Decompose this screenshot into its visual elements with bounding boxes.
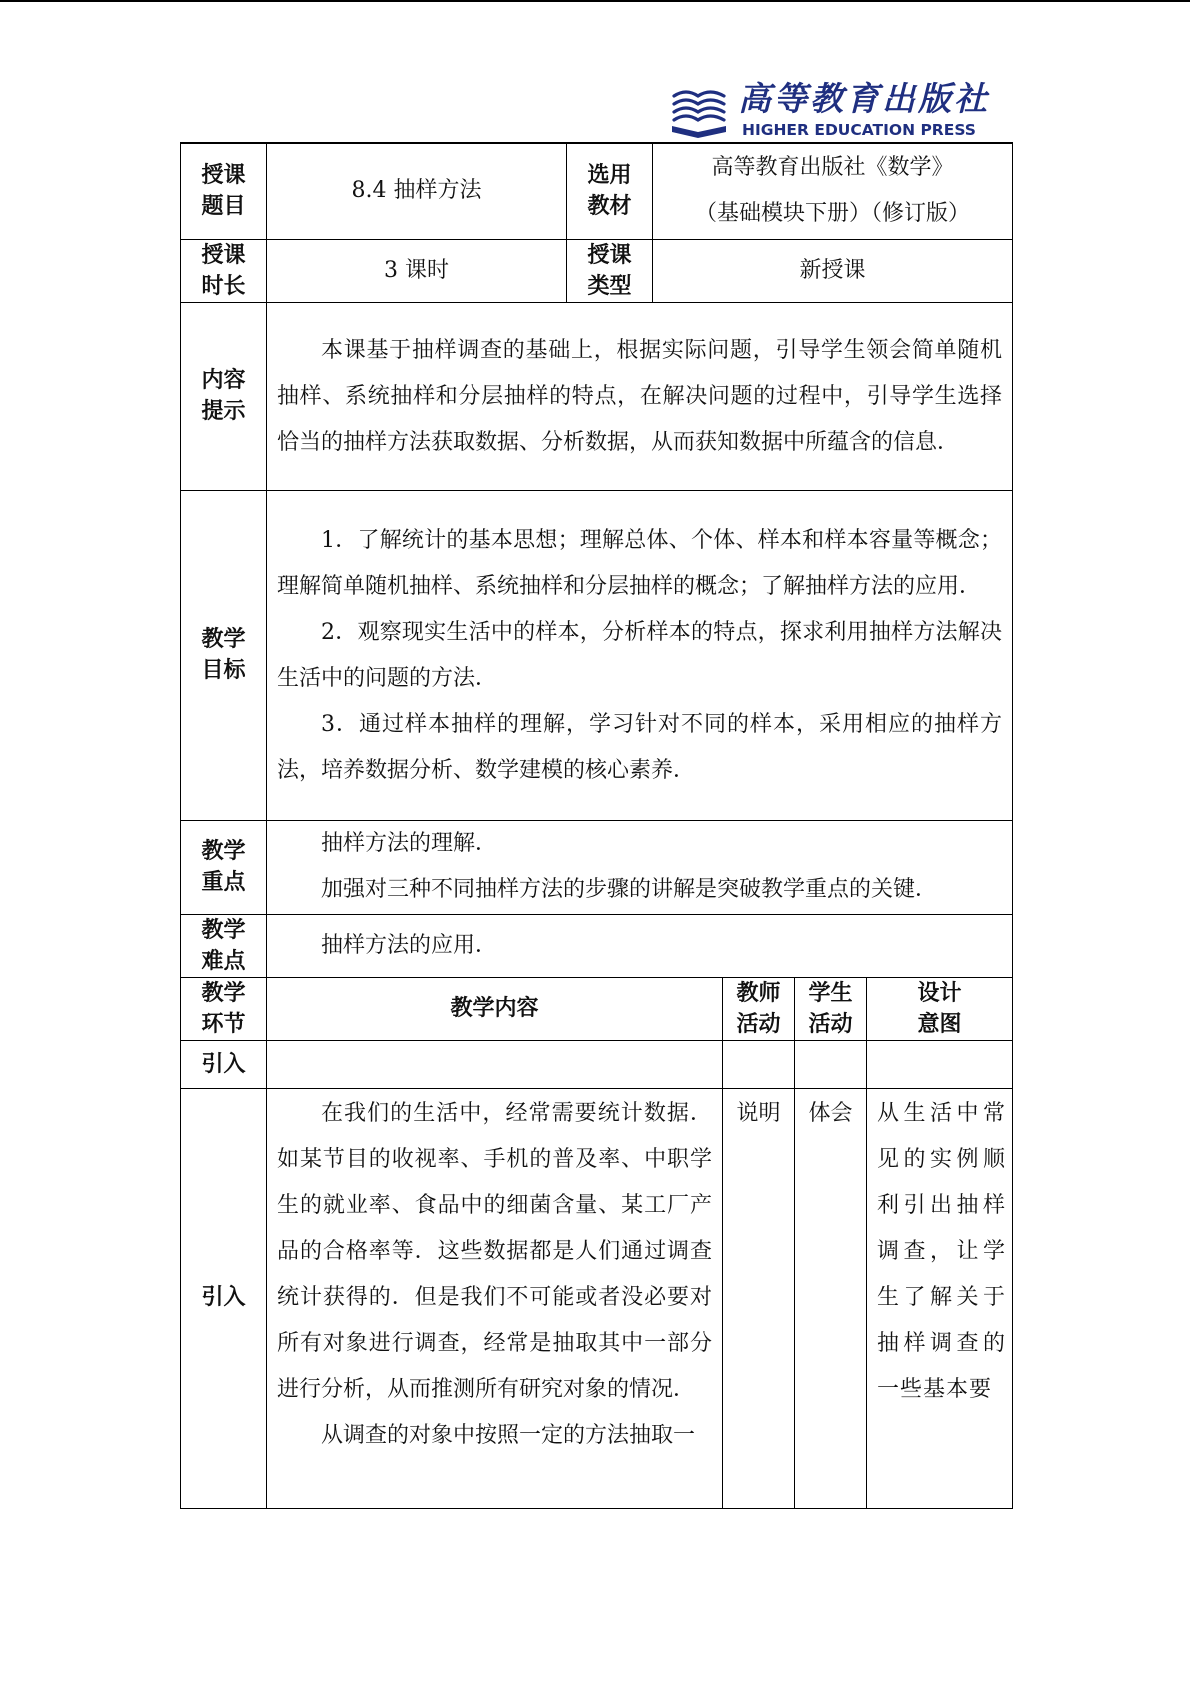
- section-title: 引入: [181, 1040, 267, 1088]
- intro-design-purpose: 从生活中常见的实例顺利引出抽样调查，让学生了解关于抽样调查的一些基本要: [867, 1088, 1013, 1508]
- textbook-line-1: 高等教育出版社《数学》: [711, 155, 954, 181]
- goals-content: [267, 490, 1013, 820]
- intro-student-activity: 体会: [795, 1088, 867, 1508]
- section-title-row: [181, 1040, 1013, 1088]
- topic-value: 8.4 抽样方法: [267, 143, 567, 239]
- summary-content: [267, 302, 1013, 490]
- duration-value: 3 课时: [267, 239, 567, 302]
- goal-item: 3．通过样本抽样的理解，学习针对不同的样本，采用相应的抽样方法，培养数据分析、数学建模的核心素养．: [277, 712, 1003, 783]
- summary-text: 本课基于抽样调查的基础上，根据实际问题，引导学生领会简单随机抽样、系统抽样和分层抽样的特点，在解决问题的过程中，引导学生选择恰当的抽样方法获取数据、分析数据，从而获知数据中所蕴含的信息．: [277, 338, 1003, 455]
- goal-item: 2．观察现实生活中的样本，分析样本的特点，探求利用抽样方法解决生活中的问题的方法．: [277, 620, 1003, 691]
- section-empty-student: [795, 1040, 867, 1088]
- key-points-content: [267, 820, 1013, 914]
- stage-header: 教学环节: [181, 977, 267, 1040]
- section-empty-purpose: [867, 1040, 1013, 1088]
- key-point-item: 加强对三种不同抽样方法的步骤的讲解是突破教学重点的关键．: [321, 877, 938, 902]
- publisher-logo: [668, 78, 1000, 142]
- section-empty-content: [267, 1040, 723, 1088]
- student-activity-header: 学生活动: [795, 977, 867, 1040]
- goal-item: 1．了解统计的基本思想；理解总体、个体、样本和样本容量等概念；理解简单随机抽样、系统抽样和分层抽样的概念；了解抽样方法的应用．: [277, 528, 1003, 599]
- intro-paragraph: 从调查的对象中按照一定的方法抽取一: [321, 1422, 696, 1448]
- duration-row: [181, 239, 1013, 302]
- lesson-plan-table: [180, 142, 1013, 1509]
- difficulty-row: [181, 914, 1013, 977]
- section-empty-teacher: [723, 1040, 795, 1088]
- key-points-label: 教学重点: [181, 820, 267, 914]
- page-top-rule: [0, 0, 1190, 2]
- intro-paragraph: 在我们的生活中，经常需要统计数据．如某节目的收视率、手机的普及率、中职学生的就业率、食品中的细菌含量、某工厂产品的合格率等．这些数据都是人们通过调查统计获得的．但是我们不可能或者没必要对所有对象进行调查，经常是抽取其中一部分进行分析，从而推测所有研究对象的情况．: [277, 1100, 712, 1402]
- type-value: 新授课: [653, 239, 1013, 302]
- textbook-label: 选用教材: [567, 143, 653, 239]
- publisher-name-cn: 高等教育出版社: [738, 79, 990, 118]
- content-header: 教学内容: [267, 977, 723, 1040]
- topic-row: [181, 143, 1013, 239]
- type-label: 授课类型: [567, 239, 653, 302]
- publisher-name-en: HIGHER EDUCATION PRESS: [742, 121, 976, 139]
- goals-row: [181, 490, 1013, 820]
- textbook-value: [653, 143, 1013, 239]
- summary-label: 内容提示: [181, 302, 267, 490]
- teacher-activity-header: 教师活动: [723, 977, 795, 1040]
- topic-label: 授课题目: [181, 143, 267, 239]
- design-purpose-header: 设计意图: [867, 977, 1013, 1040]
- difficulty-text: 抽样方法的应用．: [321, 932, 498, 958]
- key-point-item: 抽样方法的理解．: [321, 831, 498, 856]
- key-points-row: [181, 820, 1013, 914]
- process-header-row: [181, 977, 1013, 1040]
- intro-content: [267, 1088, 723, 1508]
- intro-stage: 引入: [181, 1088, 267, 1508]
- duration-label: 授课时长: [181, 239, 267, 302]
- book-emblem-icon: [668, 86, 730, 138]
- intro-teacher-activity: 说明: [723, 1088, 795, 1508]
- difficulty-label: 教学难点: [181, 914, 267, 977]
- intro-row: [181, 1088, 1013, 1508]
- textbook-line-2: （基础模块下册）（修订版）: [695, 201, 971, 227]
- difficulty-content: [267, 914, 1013, 977]
- goals-label: 教学目标: [181, 490, 267, 820]
- summary-row: [181, 302, 1013, 490]
